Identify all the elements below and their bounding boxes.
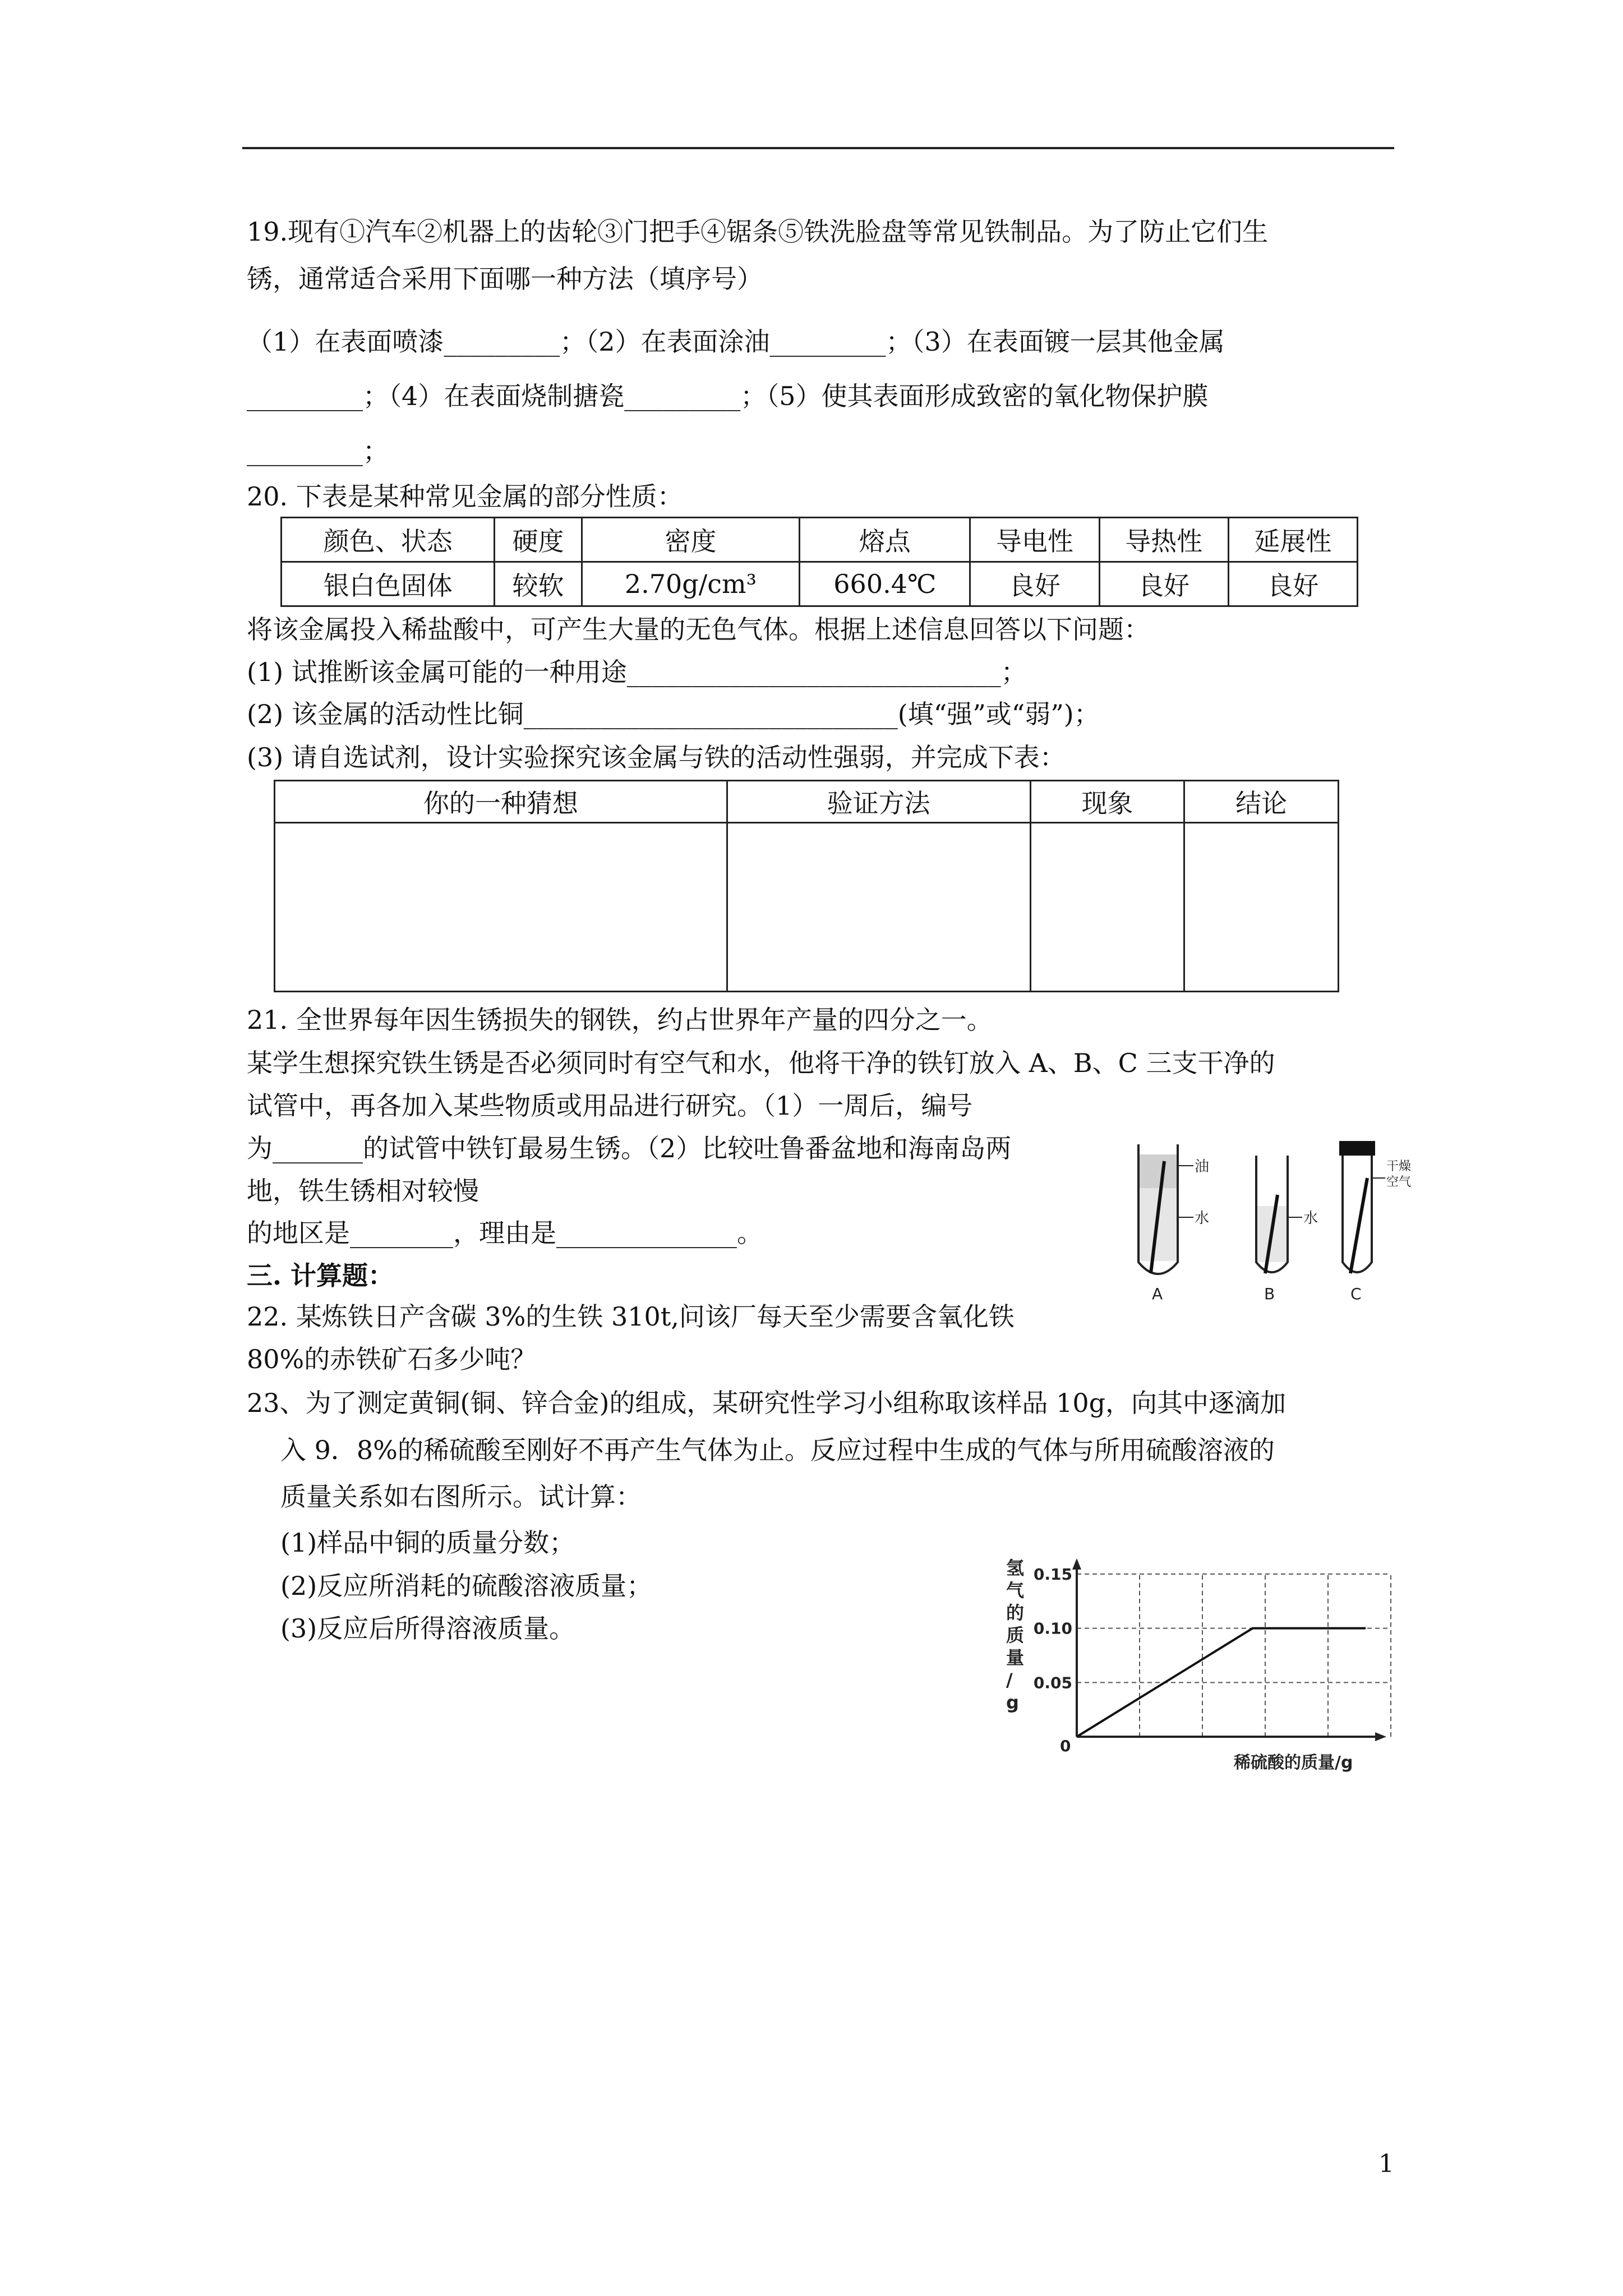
q22-line1: 22. 某炼铁日产含碳 3%的生铁 310t,问该厂每天至少需要含氧化铁 [247, 1301, 1015, 1332]
table-header-cell: 密度 [582, 518, 800, 562]
q20-part2: (2) 该金属的活动性比铜_____________________________(填“强”或“弱”)； [247, 699, 1100, 729]
tube-a [1138, 1144, 1209, 1301]
q19-line1: 19.现有①汽车②机器上的齿轮③门把手④锯条⑤铁洗脸盘等常见铁制品。为了防止它们生 [247, 217, 1269, 247]
blank-cell[interactable] [275, 823, 727, 992]
q19-line2: 锈，通常适合采用下面哪一种方法（填序号） [247, 264, 763, 294]
table-cell: 660.4℃ [800, 562, 970, 606]
table-header-cell: 延展性 [1228, 518, 1357, 562]
tube-b [1256, 1156, 1318, 1301]
y-axis-label-char: g [1006, 1692, 1019, 1713]
y-axis-label-char: / [1006, 1669, 1013, 1691]
table-row [282, 562, 1358, 606]
y-tick-label: 0.10 [1033, 1619, 1072, 1638]
label-water-a: 水 [1195, 1210, 1210, 1227]
q20-part1: (1) 试推断该金属可能的一种用途_____________________________； [247, 657, 1027, 687]
table-header-cell: 熔点 [800, 518, 970, 562]
table-cell: 较软 [495, 562, 582, 606]
q21-line1: 21. 全世界每年因生锈损失的钢铁，约占世界年产量的四分之一。 [247, 1005, 993, 1035]
table-header-cell: 你的一种猜想 [275, 781, 727, 823]
label-a: A [1152, 1285, 1163, 1301]
label-b: B [1264, 1285, 1275, 1301]
y-axis-label [1006, 1557, 1024, 1713]
x-axis-label: 稀硫酸的质量/g [1234, 1753, 1353, 1773]
blank-cell[interactable] [1030, 823, 1184, 992]
q19-line4: _________；（4）在表面烧制搪瓷_________；（5）使其表面形成致密的氧化物保护膜 [247, 381, 1209, 411]
q23-sub1: (1)样品中铜的质量分数； [280, 1527, 575, 1558]
q23-sub2: (2)反应所消耗的硫酸溶液质量； [280, 1571, 653, 1601]
q23-sub3: (3)反应后所得溶液质量。 [280, 1613, 575, 1644]
y-tick-label: 0.05 [1033, 1673, 1072, 1692]
label-dry: 干燥 [1386, 1159, 1412, 1174]
y-axis-arrow [1072, 1558, 1081, 1570]
blank-cell[interactable] [727, 823, 1030, 992]
chart-grid [1077, 1574, 1391, 1737]
y-axis-label-char: 质 [1006, 1625, 1025, 1646]
y-axis-label-char: 的 [1006, 1602, 1025, 1623]
q23-line3: 质量关系如右图所示。试计算： [280, 1481, 642, 1512]
hydrogen-mass-chart [987, 1554, 1402, 1778]
tube-c [1339, 1141, 1411, 1301]
q21-line4: 为_______的试管中铁钉最易生锈。（2）比较吐鲁番盆地和海南岛两 [247, 1133, 1012, 1163]
y-tick-label: 0.15 [1033, 1565, 1072, 1584]
q19-line3: （1）在表面喷漆_________；（2）在表面涂油_________；（3）在表面镀一层其他金属 [247, 326, 1225, 357]
section-3-title: 三. 计算题： [247, 1260, 394, 1291]
q20-part3: (3) 请自选试剂，设计实验探究该金属与铁的活动性强弱，并完成下表： [247, 742, 1066, 772]
table-row [275, 823, 1339, 992]
q23-line2: 入 9．8%的稀硫酸至刚好不再产生气体为止。反应过程中生成的气体与所用硫酸溶液的 [280, 1435, 1275, 1465]
q20-intro: 20. 下表是某种常见金属的部分性质： [247, 481, 683, 512]
metal-properties-table [280, 517, 1358, 607]
label-water-b: 水 [1303, 1210, 1318, 1227]
table-header-cell: 验证方法 [727, 781, 1030, 823]
q21-line6: 的地区是________，理由是______________。 [247, 1218, 763, 1248]
origin-label: 0 [1060, 1737, 1071, 1755]
q19-line5: _________； [247, 436, 389, 466]
table-cell: 2.70g/cm³ [582, 562, 800, 606]
table-cell: 良好 [970, 562, 1099, 606]
y-axis-label-char: 氢 [1006, 1557, 1025, 1579]
y-axis-label-char: 量 [1006, 1647, 1025, 1668]
table-header-cell: 导电性 [970, 518, 1099, 562]
label-air: 空气 [1386, 1175, 1412, 1189]
y-ticks [1034, 1565, 1072, 1692]
experiment-table [274, 780, 1339, 992]
label-oil: 油 [1195, 1158, 1210, 1175]
table-cell: 良好 [1099, 562, 1228, 606]
table-header-row [275, 781, 1339, 823]
table-header-cell: 结论 [1184, 781, 1339, 823]
table-header-cell: 硬度 [495, 518, 582, 562]
page-number: 1 [1378, 2150, 1394, 2178]
table-cell: 银白色固体 [282, 562, 495, 606]
blank-cell[interactable] [1184, 823, 1339, 992]
y-axis-label-char: 气 [1006, 1580, 1025, 1601]
table-header-cell: 颜色、状态 [282, 518, 495, 562]
x-axis-arrow [1375, 1732, 1386, 1741]
q22-line2: 80%的赤铁矿石多少吨？ [247, 1344, 537, 1374]
header-rule [242, 147, 1394, 149]
label-c: C [1350, 1285, 1362, 1301]
q21-line5: 地，铁生锈相对较慢 [247, 1176, 479, 1206]
test-tubes-figure [1127, 1139, 1424, 1301]
table-cell: 良好 [1228, 562, 1357, 606]
table-header-cell: 导热性 [1099, 518, 1228, 562]
q23-line1: 23、为了测定黄铜(铜、锌合金)的组成，某研究性学习小组称取该样品 10g，向其中逐滴加 [247, 1388, 1287, 1418]
table-header-row [282, 518, 1358, 562]
q20-text1: 将该金属投入稀盐酸中，可产生大量的无色气体。根据上述信息回答以下问题： [247, 614, 1150, 645]
q21-line2: 某学生想探究铁生锈是否必须同时有空气和水，他将干净的铁钉放入 A、B、C 三支干净的 [247, 1048, 1275, 1078]
q21-line3: 试管中，再各加入某些物质或用品进行研究。（1）一周后，编号 [247, 1091, 973, 1121]
table-header-cell: 现象 [1030, 781, 1184, 823]
